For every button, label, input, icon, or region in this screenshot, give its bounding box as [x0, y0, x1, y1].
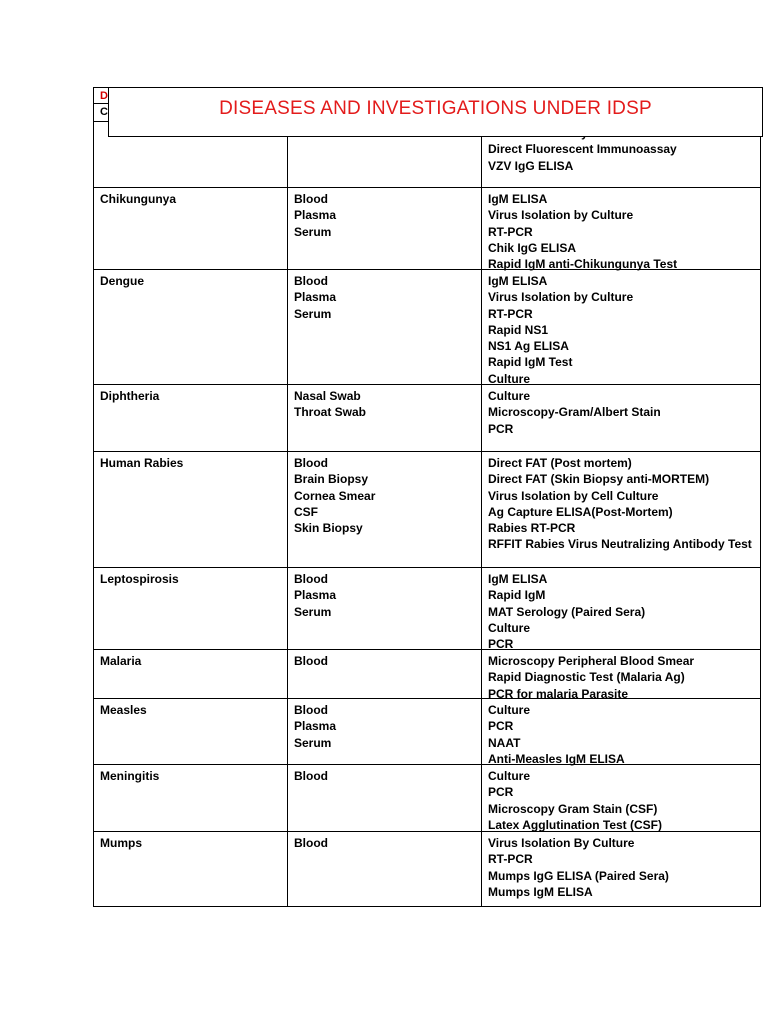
investigation-test: RT-PCR	[488, 852, 533, 867]
table-body	[94, 122, 761, 907]
sample-type: Plasma	[294, 588, 337, 603]
test-cell	[482, 832, 761, 906]
investigation-test: Rapid IgM	[488, 588, 546, 603]
sample-type: Serum	[294, 224, 332, 239]
sample-type: Blood	[294, 769, 328, 783]
table-row	[94, 270, 761, 385]
sample-type: CSF	[294, 504, 318, 519]
table-row	[94, 568, 761, 650]
header-fragment-bottom: C	[100, 106, 108, 118]
table-row	[94, 650, 761, 699]
test-cell	[482, 270, 761, 384]
sample-cell	[288, 452, 482, 567]
investigation-test: Direct FAT (Skin Biopsy anti-MORTEM)	[488, 472, 710, 487]
sample-type: Serum	[294, 604, 332, 619]
investigation-test: Rapid NS1	[488, 322, 549, 337]
investigation-test: Anti-Measles IgM ELISA	[488, 751, 625, 766]
disease-name: Malaria	[100, 654, 142, 668]
investigation-test: Microscopy Gram Stain (CSF)	[488, 801, 658, 816]
investigation-test: Rapid IgM Test	[488, 355, 573, 370]
investigation-test: NAAT	[488, 735, 521, 750]
investigation-test: Microscopy-Gram/Albert Stain	[488, 405, 661, 420]
investigation-test: Virus Isolation by Cell Culture	[488, 488, 659, 503]
table-row	[94, 188, 761, 270]
investigation-test: IgM ELISA	[488, 274, 548, 288]
sample-type: Brain Biopsy	[294, 472, 369, 487]
disease-cell	[94, 452, 288, 567]
investigation-test: PCR	[488, 719, 514, 734]
sample-type: Serum	[294, 735, 332, 750]
disease-cell	[94, 765, 288, 831]
investigation-test: RFFIT Rabies Virus Neutralizing Antibody Test	[488, 537, 752, 552]
investigation-test: RT-PCR	[488, 224, 533, 239]
test-cell	[482, 650, 761, 701]
sample-cell	[288, 188, 482, 269]
investigation-test: IgM ELISA	[488, 572, 548, 586]
sample-type: Serum	[294, 306, 332, 321]
investigation-test: Virus Isolation By Culture	[488, 836, 635, 850]
disease-cell	[94, 568, 288, 649]
investigation-test: Ag Capture ELISA(Post-Mortem)	[488, 504, 673, 519]
test-cell	[482, 568, 761, 652]
page-title: DISEASES AND INVESTIGATIONS UNDER IDSP	[219, 98, 652, 119]
test-cell	[482, 699, 761, 764]
investigation-test: Microscopy Peripheral Blood Smear	[488, 654, 695, 668]
sample-type: Plasma	[294, 290, 337, 305]
investigation-test: Rabies RT-PCR	[488, 521, 576, 536]
sample-type: Blood	[294, 654, 328, 668]
disease-name: Dengue	[100, 274, 145, 288]
table-row	[94, 452, 761, 568]
investigation-test: Direct FAT (Post mortem)	[488, 456, 632, 470]
disease-cell	[94, 650, 288, 698]
sample-cell	[288, 270, 482, 384]
sample-cell	[288, 385, 482, 451]
test-cell	[482, 765, 761, 831]
test-cell	[482, 385, 761, 451]
investigation-test: RT-PCR	[488, 306, 533, 321]
investigation-test: Rapid Diagnostic Test (Malaria Ag)	[488, 670, 685, 685]
sample-type: Cornea Smear	[294, 488, 376, 503]
investigation-test: MAT Serology (Paired Sera)	[488, 604, 646, 619]
disease-name: Meningitis	[100, 769, 160, 783]
test-cell	[482, 188, 761, 272]
sample-cell	[288, 568, 482, 649]
investigations-table	[93, 87, 761, 907]
header-fragment-top: D	[100, 90, 108, 102]
investigation-test: Direct Fluorescent Immunoassay	[488, 142, 677, 157]
disease-cell	[94, 188, 288, 269]
sample-type: Blood	[294, 274, 328, 288]
disease-cell	[94, 270, 288, 384]
table-row	[94, 385, 761, 452]
investigation-test: PCR	[488, 785, 514, 800]
table-row	[94, 699, 761, 765]
investigation-test: NS1 Ag ELISA	[488, 339, 569, 354]
investigation-test: Mumps IgM ELISA	[488, 884, 593, 899]
title-banner	[108, 87, 763, 137]
sample-type: Throat Swab	[294, 405, 367, 420]
investigation-test: Rapid IgM anti-Chikungunya Test	[488, 257, 678, 272]
sample-cell	[288, 650, 482, 698]
investigation-test: Virus Isolation by Culture	[488, 290, 634, 305]
sample-type: Plasma	[294, 719, 337, 734]
investigation-test: Latex Agglutination Test (CSF)	[488, 817, 662, 832]
investigation-test: VZV IgG ELISA	[488, 158, 574, 173]
sample-cell	[288, 699, 482, 764]
investigation-test: Virus Isolation by Culture	[488, 208, 634, 223]
investigation-test: Culture	[488, 620, 530, 635]
sample-type: Blood	[294, 456, 328, 470]
disease-name: Leptospirosis	[100, 572, 179, 586]
investigation-test: PCR	[488, 637, 514, 652]
sample-type: Blood	[294, 572, 328, 586]
sample-cell	[288, 832, 482, 906]
table-row	[94, 765, 761, 832]
disease-name: Chikungunya	[100, 192, 177, 206]
sample-cell	[288, 765, 482, 831]
investigation-test: Culture	[488, 389, 530, 403]
table-row	[94, 832, 761, 907]
disease-name: Human Rabies	[100, 456, 184, 470]
test-cell	[482, 452, 761, 567]
investigation-test: Culture	[488, 371, 530, 386]
investigation-test: IgM ELISA	[488, 192, 548, 206]
investigation-test: PCR for malaria Parasite	[488, 686, 629, 701]
sample-type: Plasma	[294, 208, 337, 223]
investigation-test: Chik IgG ELISA	[488, 240, 577, 255]
investigation-test: Culture	[488, 703, 530, 717]
disease-cell	[94, 699, 288, 764]
disease-name: Measles	[100, 703, 147, 717]
disease-name: Diphtheria	[100, 389, 160, 403]
investigation-test: Culture	[488, 769, 530, 783]
disease-name: Mumps	[100, 836, 142, 850]
investigation-test: Mumps IgG ELISA (Paired Sera)	[488, 868, 669, 883]
sample-type: Skin Biopsy	[294, 521, 363, 536]
disease-cell	[94, 385, 288, 451]
sample-type: Blood	[294, 836, 328, 850]
disease-cell	[94, 832, 288, 906]
sample-type: Blood	[294, 192, 328, 206]
sample-type: Blood	[294, 703, 328, 717]
sample-type: Nasal Swab	[294, 389, 361, 403]
investigation-test: PCR	[488, 421, 514, 436]
